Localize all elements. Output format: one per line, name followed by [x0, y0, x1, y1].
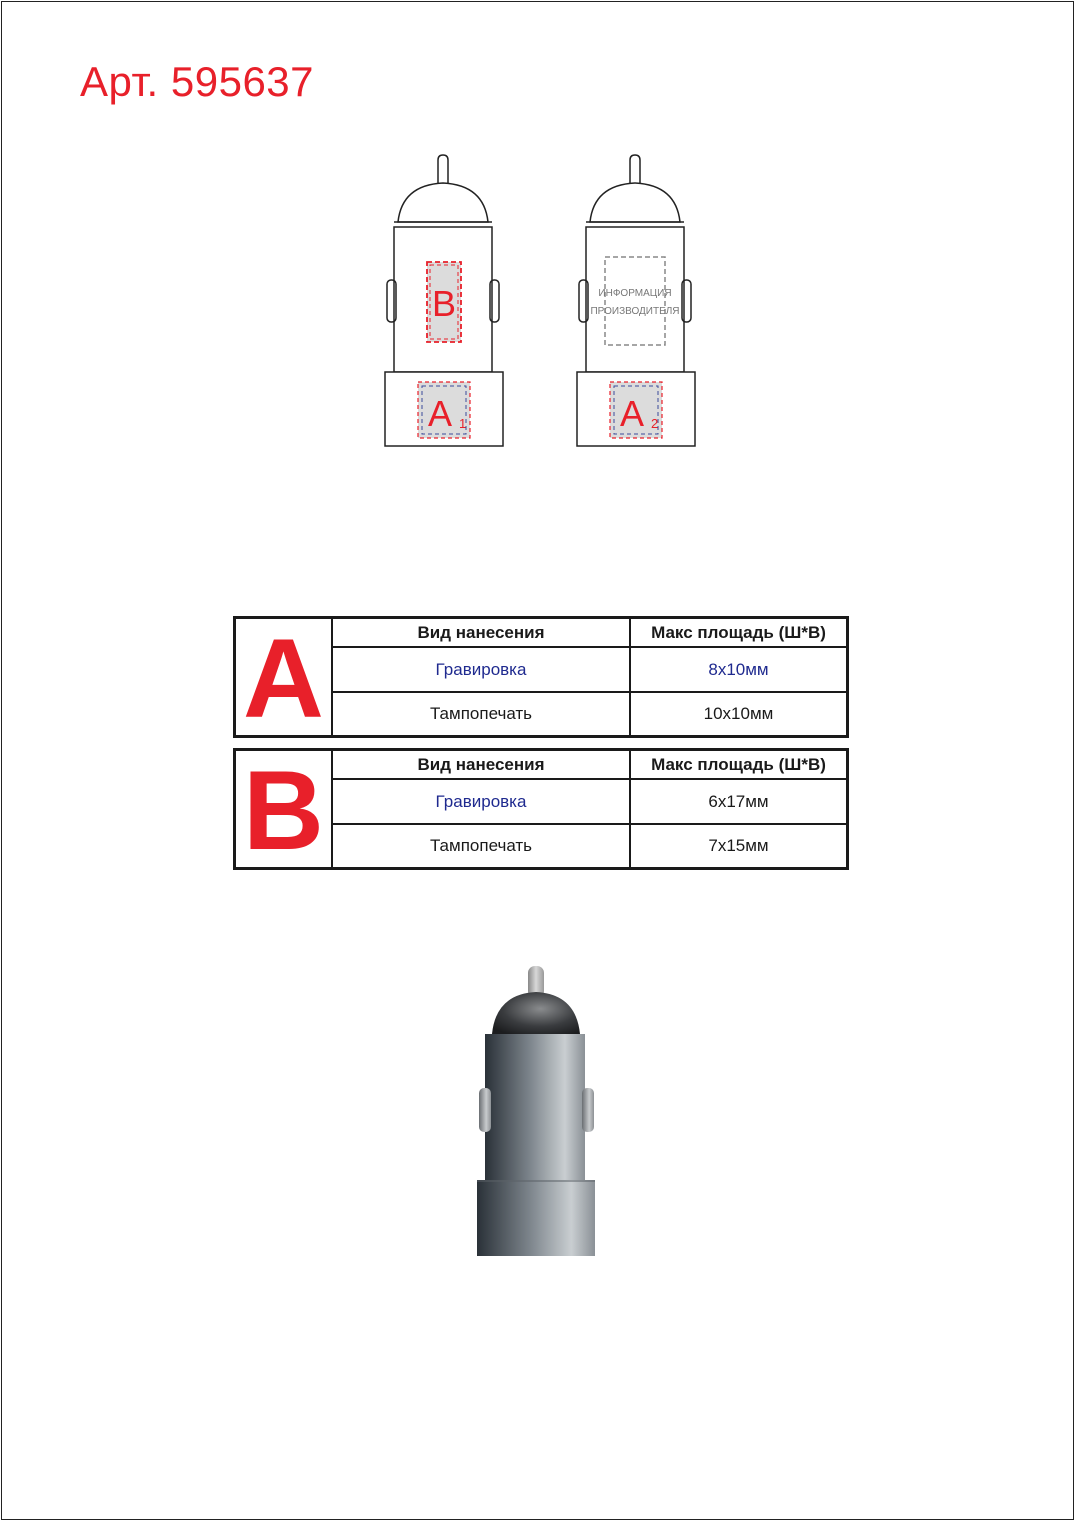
area-cell: 10x10мм — [630, 692, 848, 737]
method-cell: Тампопечать — [332, 692, 630, 737]
area-cell: 8x10мм — [630, 647, 848, 692]
zone-a-letter: A — [235, 618, 333, 737]
zone-a1-label: A — [427, 393, 453, 434]
manufacturer-info-line1: ИНФОРМАЦИЯ — [598, 288, 672, 299]
method-cell: Тампопечать — [332, 824, 630, 869]
zone-a2-sub: 2 — [651, 416, 659, 431]
header-method: Вид нанесения — [332, 618, 630, 648]
table-zone-b — [233, 748, 849, 873]
manufacturer-info-line2: ПРОИЗВОДИТЕЛЯ — [590, 306, 680, 317]
method-cell: Гравировка — [332, 779, 630, 824]
zone-b-letter: B — [235, 750, 333, 869]
print-zone-diagram — [380, 150, 710, 460]
header-area: Макс площадь (Ш*В) — [630, 618, 848, 648]
area-cell: 6x17мм — [630, 779, 848, 824]
product-render — [470, 962, 600, 1262]
method-cell: Гравировка — [332, 647, 630, 692]
header-method: Вид нанесения — [332, 750, 630, 780]
area-cell: 7x15мм — [630, 824, 848, 869]
table-zone-a — [233, 616, 849, 741]
header-area: Макс площадь (Ш*В) — [630, 750, 848, 780]
zone-b-label: B — [431, 283, 457, 324]
article-title: Арт. 595637 — [80, 58, 315, 105]
zone-a2-label: A — [619, 393, 645, 434]
zone-a1-sub: 1 — [459, 416, 467, 431]
